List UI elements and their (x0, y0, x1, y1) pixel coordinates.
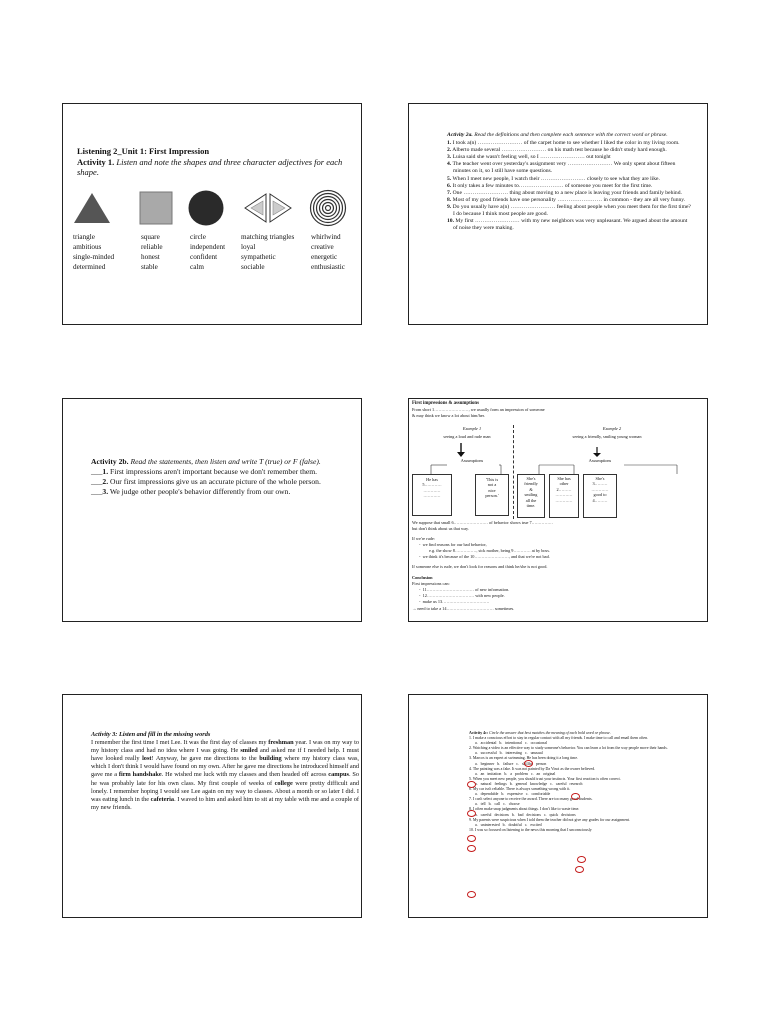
assumption-box: She has other 2……… ………… ………… (549, 474, 579, 518)
list-item: 6. It only takes a few minutes to…………………… of someone you meet for the first time. (447, 182, 653, 189)
answer-circle (571, 793, 580, 800)
page-title: Listening 2_Unit 1: First Impression (77, 146, 210, 156)
list-item: 5. When you meet new people, you should trust your instincts. Your first reaction is often correct. a. natural feelings b. general knowledge c. careful research (469, 776, 621, 786)
activity-3-content (91, 731, 359, 812)
assumption-box: He has 5………… ………… ………… (412, 474, 452, 516)
square-adjectives: square reliable honest stable (141, 233, 163, 271)
down-arrow-icon (593, 447, 601, 457)
someone-else-text: If someone else is rude, we don't look for reasons and think he/she is not good. (412, 564, 548, 569)
activity-2a-content (447, 132, 691, 232)
list-item: 5. When I meet new people, I watch their …………………… closely to see what they are like. (447, 175, 660, 182)
answer-circle (467, 835, 476, 842)
answer-circle (467, 781, 476, 788)
slide-first-impressions-assumptions (408, 398, 708, 622)
suppose-text: but don't think about us that way. (412, 526, 469, 531)
activity-4c-heading: Activity 4c: Circle the answer that best matches the meaning of each bold word or phrase. (469, 731, 611, 735)
list-item: 1. I took a(n) …………………… of the carpet home to see whether I liked the color in my living room. (447, 140, 680, 147)
circle-adjectives: circle independent confident calm (190, 233, 226, 271)
activity-4c-content (469, 731, 701, 833)
list-item: e.g. the show 8……………, sick mother, being 9………… at by boss. (429, 548, 550, 553)
list-item: 7. I can't select anyone to receive the award. There are too many good students. a. tell b. call c. choose (469, 797, 593, 807)
square-icon (139, 191, 173, 225)
slide-activity-3 (62, 694, 362, 918)
list-item: - make us 13…………………………… (419, 599, 490, 604)
intro-line: From short 1……………………, we usually form an impression of someone (412, 407, 545, 412)
list-item: 9. My parents were suspicious when I told them the teacher did not give any grades for our assignment. a. uninterested b. doubtful c. excited (469, 817, 630, 827)
list-item: 3. Marcos is an expert at swimming. He has been doing it a long time. a. beginner b. failure c. skillful person (469, 756, 579, 766)
triangle-icon (73, 192, 111, 224)
triangle-adjectives: triangle ambitious single-minded determined (73, 233, 115, 271)
activity-3-heading: Activity 3: Listen and fill in the missing words (91, 731, 211, 738)
example-2-title: Example 2 (602, 426, 622, 431)
list-item: 10. I was so focused on listening to the news this morning that I unconsciously (469, 827, 592, 832)
assumptions-label: Assumptions (588, 458, 612, 463)
spiral-icon (309, 189, 347, 227)
matching-triangles-icon (243, 193, 293, 223)
list-item: 2. Alberto made several …………………… on his math test because he didn't study hard enough. (447, 147, 667, 154)
activity-1-instructions: Activity 1. Listen and note the shapes and three character adjectives for each shape. (77, 157, 343, 177)
activity-2b-heading: Activity 2b. Read the statements, then listen and write T (true) or F (false). (91, 457, 321, 466)
list-item: - 11…………………………… of new information. (419, 587, 510, 592)
intro-line: & may think we know a lot about him/her. (412, 413, 485, 418)
slide-activity-2b (62, 398, 362, 622)
assumptions-content (409, 399, 707, 621)
list-item: 2. Watching a video is an effective way to study someone's behavior. You can learn a lot from the way people move their hands. a. successful b. interesting c. unusual (469, 746, 668, 756)
circle-icon (187, 189, 225, 227)
answer-circle (467, 845, 476, 852)
list-item: 4. The painting was a fake. It was not painted by Da Vinci as the owner believed. a. an imitation b. a problem c. an original (469, 766, 596, 776)
suppose-text: We suppose that small 6…………………… of behavior shows true 7…………… (412, 520, 554, 525)
assumption-box: She's 3……… ………… good to 4……… (583, 474, 617, 518)
answer-circle (467, 891, 476, 898)
assumption-box: 'This is not a nice person.' (475, 474, 509, 516)
list-item: - we find reasons for our bad behavior, (419, 542, 487, 547)
list-item: 10. My first …………………… with my new neighbors was very unpleasant. We argued about the amount of noise they were making. (447, 218, 688, 232)
assumptions-label: Assumptions (460, 458, 484, 463)
list-item: - 12…………………………… with new people. (419, 593, 505, 598)
list-item: ___2. Our first impressions give us an accurate picture of the whole person. (91, 477, 321, 486)
list-item: 3. Luisa said she wasn't feeling well, so I …………………… out tonight (447, 154, 611, 161)
list-item: 8. I often make snap judgments about things. I don't like to waste time. a. careful decisions b. bad decisions c. quick decisions (469, 807, 580, 817)
list-item: 7. One …………………… thing about moving to a new place is leaving your friends and family behind. (447, 189, 682, 196)
assumption-box: She's friendly & smiling all the time. (517, 474, 545, 518)
slide-activity-1 (62, 103, 362, 325)
list-item: 4. The teacher went over yesterday's assignment very …………………… We only spent about fifteen minutes on it, so I still have some questions. (447, 161, 676, 175)
conclusion-intro: First impressions can: (412, 581, 450, 586)
answer-circle (524, 760, 533, 767)
example-2-text: seeing a friendly, smiling young woman (572, 434, 642, 439)
matching-triangles-adjectives: matching triangles loyal sympathetic sociable (241, 233, 295, 271)
answer-circle (575, 866, 584, 873)
list-item: 6. My car isn't reliable. There is always something wrong with it. a. dependable b. expensive c. comfortable (469, 787, 571, 797)
list-item: ___1. First impressions aren't important because we don't remember them. (91, 467, 318, 476)
example-1-title: Example 1 (462, 426, 482, 431)
list-item: 1. I make a conscious effort to stay in regular contact with all my friends. I make time to call and email them often. a. accidental b. intentional c. occasional (469, 736, 649, 746)
slide-title: First impressions & assumptions (412, 401, 479, 406)
answer-circle (467, 810, 476, 817)
list-item: 8. Most of my good friends have one personality …………………… in common - they are all very funny. (447, 196, 686, 203)
down-arrow-icon (457, 443, 465, 457)
activity-3-paragraph: I remember the first time I met Lee. It was the first day of classes my freshman year. I was on my way to my history class and had no idea where I was going. He smiled and asked me if I needed help. I must have looked really lost! Anyway, he gave me directions to the building where my history class was, which I don't think I would have found on my own. After he gave me directions he introduced himself and gave me a firm handshake. He wished me luck with my classes and then headed off across campus. So he was probably late for his own class. My first couple of weeks of college were pretty difficult and lonely. I remember hoping I would see Lee again on my way to classes. About a month or so later I did. I was eating lunch in the cafeteria. I waved to him and asked him to sit at my table with me and a couple of my new friends. (91, 739, 360, 811)
example-1-text: seeing a loud and rude man (443, 434, 491, 439)
whirlwind-adjectives: whirlwind creative energetic enthusiastic (311, 233, 345, 271)
conclusion-title: Conclusion (412, 575, 433, 580)
list-item: → need to take a 14…………………………… sometimes. (412, 606, 515, 611)
slide-activity-4c (408, 694, 708, 918)
connector-lines (429, 461, 708, 475)
list-item: ___3. We judge other people's behavior differently from our own. (91, 487, 291, 496)
list-item: - we think it's because of the 10……………………, and that we're not bad. (419, 554, 550, 559)
slide-activity-2a (408, 103, 708, 325)
activity-2a-heading: Activity 2a. Read the definitions and then complete each sentence with the correct word or phrase. (447, 132, 668, 138)
answer-circle (577, 856, 586, 863)
list-item: 9. Do you usually have a(n) …………………… feeling about people when you meet them for the first time? I do because I think most people are good. (447, 203, 691, 218)
activity-2b-content (91, 457, 357, 497)
if-rude-label: If we're rude: (412, 536, 435, 541)
